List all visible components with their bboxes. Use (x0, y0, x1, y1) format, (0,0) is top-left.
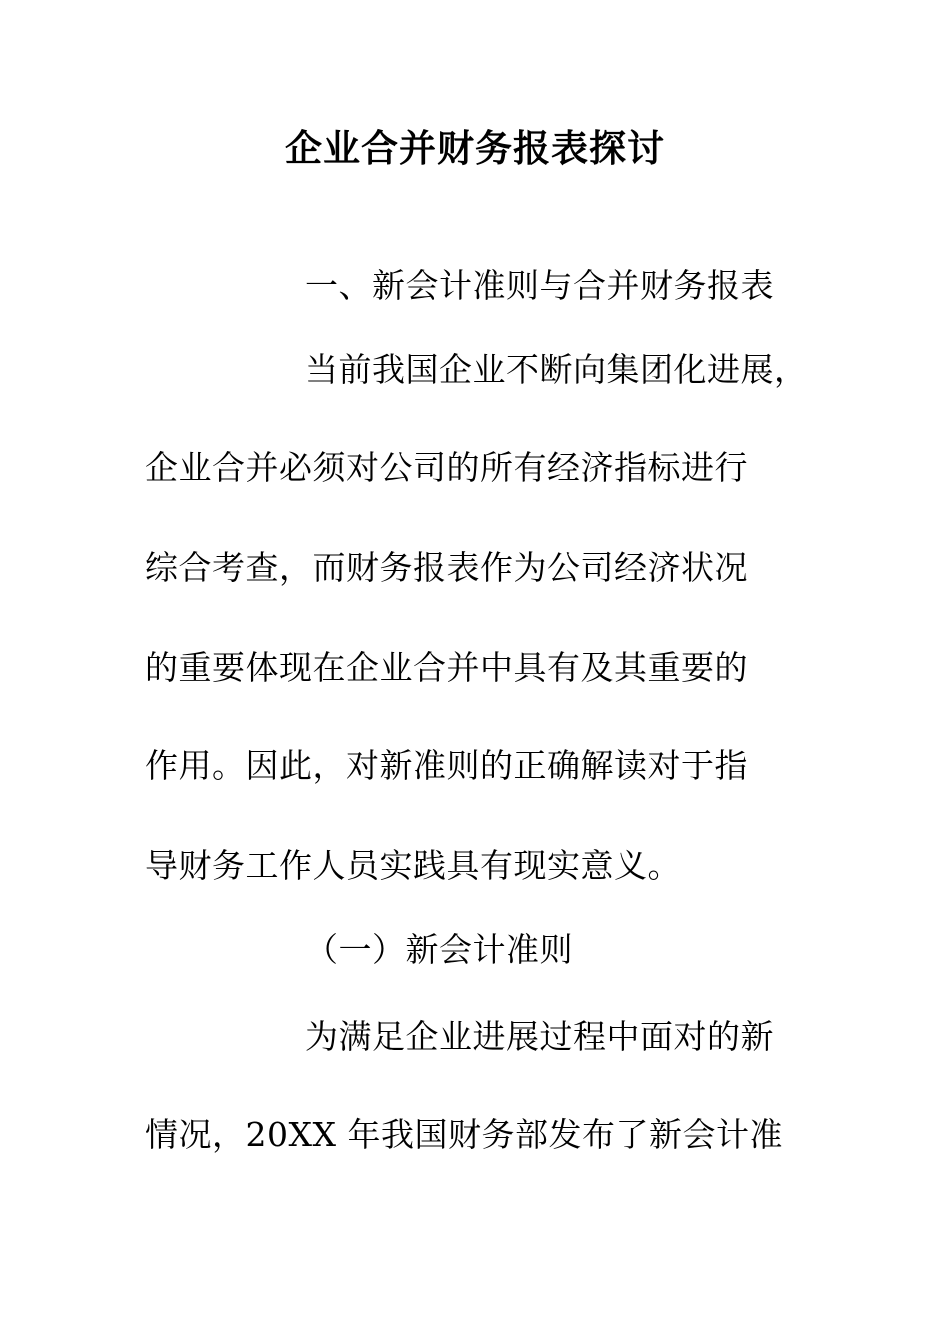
paragraph-line: 作用。因此，对新准则的正确解读对于指 (145, 746, 748, 785)
paragraph-line: 的重要体现在企业合并中具有及其重要的 (145, 648, 748, 687)
document-title: 企业合并财务报表探讨 (285, 126, 665, 170)
subsection-heading: （一）新会计准则 (305, 930, 573, 969)
paragraph-line: 导财务工作人员实践具有现实意义。 (145, 846, 681, 885)
paragraph-line: 情况，20XX 年我国财务部发布了新会计准 (145, 1115, 783, 1154)
paragraph-line: 当前我国企业不断向集团化进展， (305, 350, 808, 389)
paragraph-line: 企业合并必须对公司的所有经济指标进行 (145, 448, 748, 487)
section-heading: 一、新会计准则与合并财务报表 (305, 266, 774, 305)
paragraph-line: 综合考查，而财务报表作为公司经济状况 (145, 548, 748, 587)
paragraph-line: 为满足企业进展过程中面对的新 (305, 1017, 774, 1056)
